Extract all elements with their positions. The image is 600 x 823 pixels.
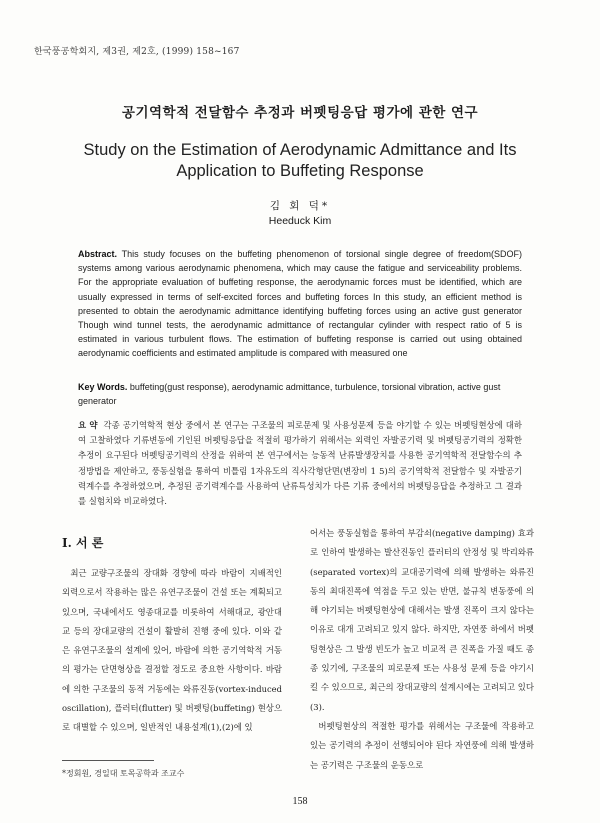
keywords-text: buffeting(gust response), aerodynamic admittance, turbulence, torsional vibration, active gust generator bbox=[78, 382, 501, 406]
left-paragraph: 최근 교량구조물의 장대화 경향에 따라 바람이 지배적인 외력으로서 작용하는 많은 유연구조물이 건설 또는 계획되고 있으며, 국내에서도 영종대교를 비롯하여 서해대교, 광안대교 등의 장대교량의 건설이 활발히 진행 중에 있다. 이와 같은 유연구조물의 설계에 있어, 바람에 의한 공기역학적 거동의 평가는 단면형상을 결정할 정도로 중요한 사항이다. 바람에 의한 구조물의 동적 거동에는 와류진동(vortex-induced oscillation), 플러터(flutter) 및 버펫팅(buffeting) 현상으로 대별할 수 있으며, 일반적인 내용설계(1),(2)에 있 bbox=[62, 568, 282, 733]
abstract-label: Abstract. bbox=[78, 249, 118, 259]
page-number: 158 bbox=[292, 796, 308, 807]
left-column bbox=[62, 534, 282, 738]
author-english: Heeduck Kim bbox=[268, 215, 332, 227]
keywords-label: Key Words. bbox=[78, 382, 128, 392]
section-heading: I. 서 론 bbox=[62, 536, 104, 550]
korean-summary bbox=[78, 418, 522, 509]
keywords bbox=[78, 380, 522, 408]
abstract-text: This study focuses on the buffeting phenomenon of torsional single degree of freedom(SDOF) systems among various aerodynamic phenomena, which may cause the fatigue and serviceability problems. For the appropriate evaluation of buffeting response, the aerodynamic forces must be identified, which are usually expressed in terms of self-excited forces and buffeting forces In this study, an efficient method is presented to obtain the aerodynamic admittance identifying buffeting forces using an active gust generator Though wind tunnel tests, the aerodynamic admittance of rectangular cylinder with respect ratio of 5 is estimated in various turbulent flows. The estimation of buffeting response is carried out using obtained aerodynamic coefficients and estimated amplitude is compared with measured one bbox=[78, 249, 522, 359]
right-column-body bbox=[310, 524, 534, 775]
right-paragraph-2: 버펫팅현상의 적절한 평가를 위해서는 구조물에 작용하고 있는 공기력의 추정이 선행되어야 된다 자연풍에 의해 발생하는 공기력은 구조물의 운동으로 bbox=[310, 720, 534, 770]
summary-label: 요 약 bbox=[78, 420, 98, 430]
title-korean: 공기역학적 전달함수 추정과 버펫팅응답 평가에 관한 연구 bbox=[121, 105, 479, 121]
footnote-divider bbox=[62, 760, 154, 761]
left-column-body bbox=[62, 564, 282, 738]
title-english: Study on the Estimation of Aerodynamic Admittance and Its Application to Buffeting Response bbox=[83, 141, 517, 180]
right-column bbox=[310, 524, 534, 775]
journal-header: 한국풍공학회지, 제3권, 제2호, (1999) 158~167 bbox=[34, 47, 240, 57]
right-paragraph-1: 어서는 풍동실험을 통하여 부감쇠(negative damping) 효과로 인하여 발생하는 발산진동인 플러터의 안정성 및 박리와류(separated vortex)의 교대공기력에 의해 발생하는 와류진동의 최대진폭에 역점을 두고 있는 반면, 불규칙 변동풍에 의해 야기되는 버펫팅현상에 대해서는 발생 진폭이 크지 않다는 이유로 대개 고려되고 있지 않다. 하지만, 자연풍 하에서 버펫팅현상은 그 발생 빈도가 높고 비교적 큰 진폭을 가질 때도 종종 있기에, 구조물의 피로문제 또는 사용성 문제 등을 야기시킬 수 있으므로, 최근의 장대교량의 설계시에는 고려되고 있다(3). bbox=[310, 528, 534, 712]
footnote: *정회원, 경일대 토목공학과 조교수 bbox=[62, 769, 185, 778]
author-korean: 김 회 덕* bbox=[269, 200, 331, 212]
abstract bbox=[78, 247, 522, 361]
summary-text: 각종 공기역학적 현상 중에서 본 연구는 구조물의 피로문제 및 사용성문제 등을 야기할 수 있는 버펫팅현상에 대하여 고찰하였다 기류변동에 기인된 버펫팅응답을 적절히 평가하기 위해서는 외력인 자발공기력 및 버펫팅공기력의 정확한 추정이 요구된다 버펫팅공기력의 산정을 위하여 본 연구에서는 능동적 난류발생장치를 사용한 공기역학적 전달함수의 추정방법을 제안하고, 풍동실험을 통하여 비틀림 1자유도의 직사각형단면(변장비 1 5)의 공기역학적 전달함수 및 자발공기력계수를 추정하였으며, 추정된 공기력계수를 사용하여 난류특성치가 다른 기류 중에서의 버펫팅응답을 추정하고 그 결과를 실험치와 비교하였다. bbox=[78, 420, 522, 507]
